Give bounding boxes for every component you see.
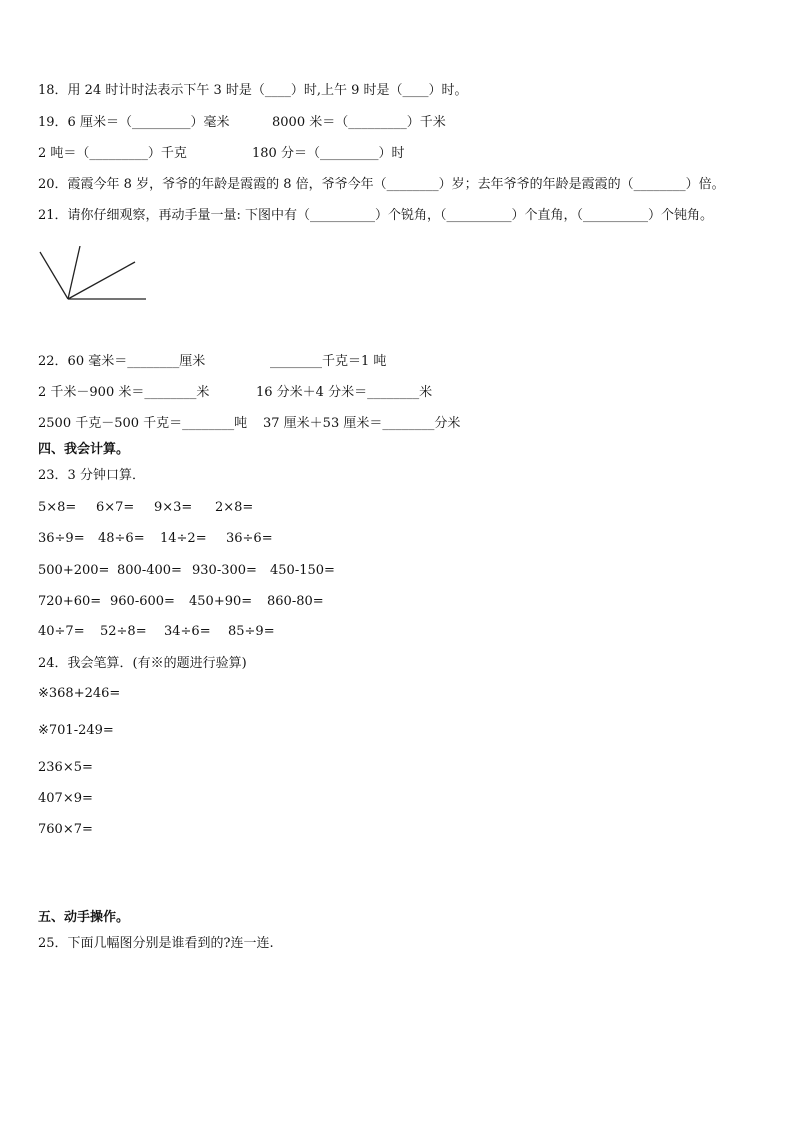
- oral-calc-item: 5×8=: [38, 500, 77, 515]
- written-calc-item: ※368+246=: [38, 686, 121, 701]
- oral-calc-item: 800-400=: [117, 563, 182, 578]
- section-5-heading: 五、动手操作。: [38, 910, 130, 925]
- written-calc-item: 407×9=: [38, 791, 93, 806]
- question-22-part-a: 22．60 毫米＝________厘米: [38, 354, 206, 369]
- question-22-part-f: 37 厘米＋53 厘米＝________分米: [263, 416, 461, 431]
- question-21: 21．请你仔细观察，再动手量一量: 下图中有（__________）个锐角，（__________）个直角，（__________）个钝角。: [38, 208, 714, 223]
- question-19-part-a: 19．6 厘米＝（_________）毫米: [38, 115, 230, 130]
- oral-calc-item: 6×7=: [96, 500, 135, 515]
- oral-calc-item: 2×8=: [215, 500, 254, 515]
- angle-ray-left: [40, 252, 68, 299]
- question-23-title: 23．3 分钟口算．: [38, 468, 145, 483]
- question-22-part-e: 2500 千克－500 千克＝________吨: [38, 416, 248, 431]
- written-calc-item: 760×7=: [38, 822, 93, 837]
- question-19-part-c: 2 吨＝（_________）千克: [38, 146, 187, 161]
- oral-calc-item: 36÷9=: [38, 531, 85, 546]
- oral-calc-item: 14÷2=: [160, 531, 207, 546]
- question-22-part-d: 16 分米＋4 分米＝________米: [256, 385, 433, 400]
- oral-calc-item: 36÷6=: [226, 531, 273, 546]
- question-24-title: 24．我会笔算．(有※的题进行验算): [38, 656, 247, 671]
- oral-calc-item: 450+90=: [189, 594, 253, 609]
- oral-calc-item: 52÷8=: [100, 624, 147, 639]
- written-calc-item: 236×5=: [38, 760, 93, 775]
- oral-calc-item: 860-80=: [267, 594, 324, 609]
- oral-calc-item: 85÷9=: [228, 624, 275, 639]
- question-19-part-b: 8000 米＝（_________）千米: [272, 115, 446, 130]
- question-22-part-c: 2 千米－900 米＝________米: [38, 385, 210, 400]
- question-25: 25．下面几幅图分别是谁看到的?连一连.: [38, 936, 274, 951]
- written-calc-item: ※701-249=: [38, 723, 114, 738]
- oral-calc-item: 500+200=: [38, 563, 110, 578]
- oral-calc-item: 450-150=: [270, 563, 335, 578]
- question-19-part-d: 180 分＝（_________）时: [252, 146, 405, 161]
- angle-figure-drawing: [36, 246, 152, 304]
- question-22-part-b: ________千克＝1 吨: [270, 354, 387, 369]
- question-18: 18．用 24 时计时法表示下午 3 时是（____）时,上午 9 时是（____）时。: [38, 83, 468, 98]
- angle-ray-diagonal: [68, 262, 135, 299]
- section-4-heading: 四、我会计算。: [38, 442, 130, 457]
- angle-ray-vertical: [68, 246, 80, 299]
- oral-calc-item: 40÷7=: [38, 624, 85, 639]
- angle-figure: [36, 246, 152, 308]
- oral-calc-item: 48÷6=: [98, 531, 145, 546]
- oral-calc-item: 34÷6=: [164, 624, 211, 639]
- oral-calc-item: 9×3=: [154, 500, 193, 515]
- oral-calc-item: 960-600=: [110, 594, 175, 609]
- oral-calc-item: 930-300=: [192, 563, 257, 578]
- oral-calc-item: 720+60=: [38, 594, 102, 609]
- question-20: 20．霞霞今年 8 岁，爷爷的年龄是霞霞的 8 倍，爷爷今年（________）岁；去年爷爷的年龄是霞霞的（________）倍。: [38, 177, 725, 192]
